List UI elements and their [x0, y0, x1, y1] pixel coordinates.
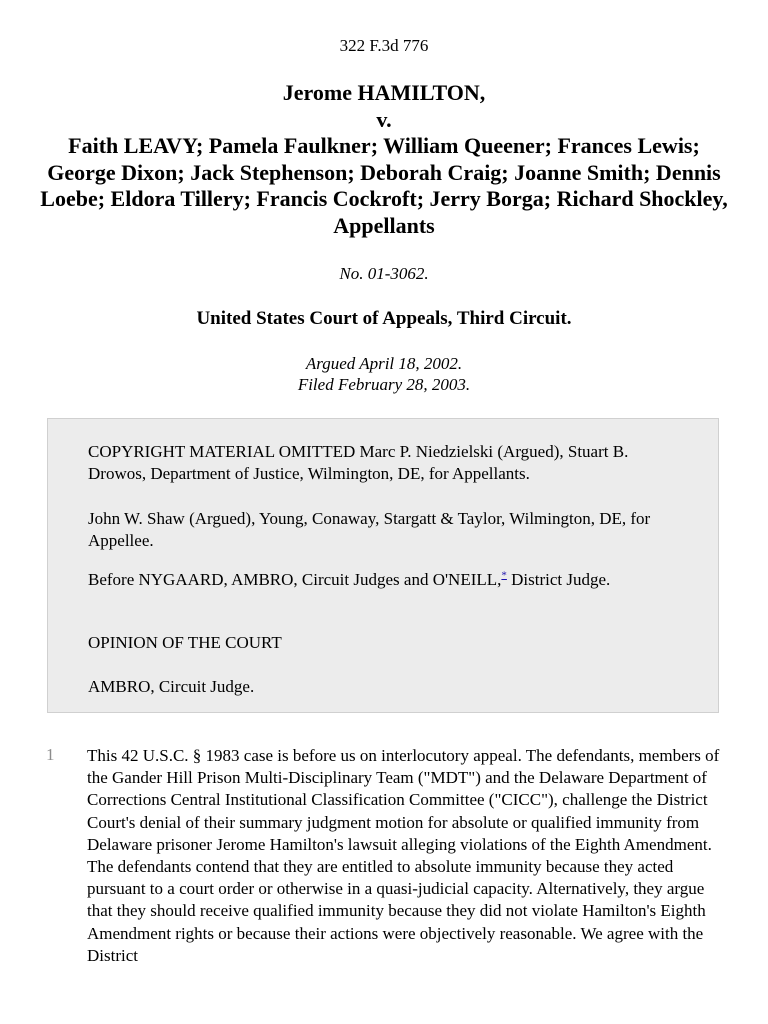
court-name: United States Court of Appeals, Third Circuit.	[196, 308, 572, 329]
defendants-list: Faith LEAVY; Pamela Faulkner; William Queener; Frances Lewis; George Dixon; Jack Stephenson; Deborah Craig; Joanne Smith; Dennis Loebe; Eldora Tillery; Francis Cockroft; Jerry Borga; Richard Shockley, Appellants	[40, 133, 728, 238]
versus-label: v.	[376, 106, 392, 132]
argued-date: Argued April 18, 2002.	[305, 354, 463, 373]
panel-line	[88, 569, 688, 591]
headnote-box	[47, 418, 719, 713]
case-caption	[40, 80, 728, 239]
case-dates	[0, 353, 768, 395]
opinion-heading: OPINION OF THE COURT	[88, 633, 282, 652]
plaintiff-name: Jerome HAMILTON,	[282, 80, 486, 105]
case-citation: 322 F.3d 776	[339, 36, 429, 55]
counsel-appellee: John W. Shaw (Argued), Young, Conaway, Stargatt & Taylor, Wilmington, DE, for Appellee.	[88, 509, 651, 550]
counsel-appellants: COPYRIGHT MATERIAL OMITTED Marc P. Niedzielski (Argued), Stuart B. Drowos, Department of Justice, Wilmington, DE, for Appellants.	[88, 442, 629, 483]
opinion-author: AMBRO, Circuit Judge.	[88, 677, 255, 696]
panel-before-text: Before NYGAARD, AMBRO, Circuit Judges and O'NEILL,	[88, 570, 502, 589]
docket-number: No. 01-3062.	[339, 264, 429, 283]
footnote-link[interactable]: *	[501, 569, 507, 582]
paragraph-number: 1	[46, 745, 55, 764]
panel-after-text: District Judge.	[506, 570, 611, 589]
filed-date: Filed February 28, 2003.	[297, 375, 471, 394]
paragraph-text: This 42 U.S.C. § 1983 case is before us on interlocutory appeal. The defendants, members of the Gander Hill Prison Multi-Disciplinary Team ("MDT") and the Delaware Department of Corrections Central Institutional Classification Committee ("CICC"), challenge the District Court's denial of their summary judgment motion for absolute or qualified immunity from Delaware prisoner Jerome Hamilton's lawsuit alleging violations of the Eighth Amendment. The defendants contend that they are entitled to absolute immunity because they acted pursuant to a court order or otherwise in a quasi-judicial capacity. Alternatively, they argue that they should receive qualified immunity because they did not violate Hamilton's Eighth Amendment rights or because their actions were objectively reasonable. We agree with the District	[87, 746, 720, 965]
